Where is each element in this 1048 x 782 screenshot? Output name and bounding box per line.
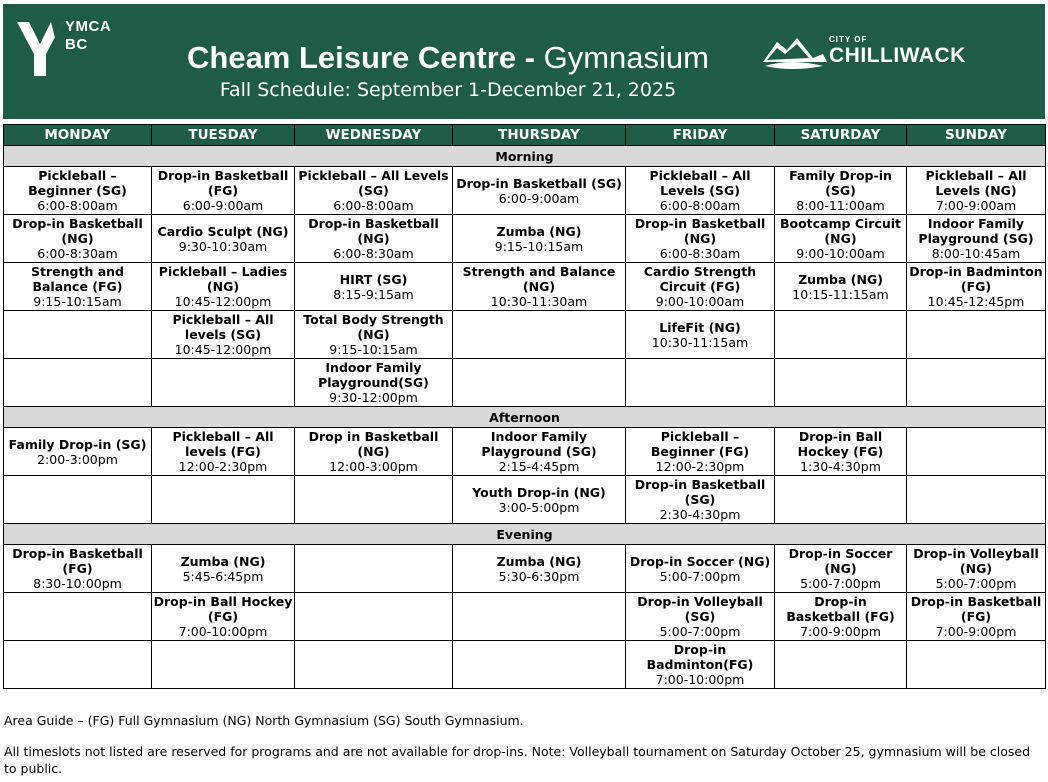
- program-name: Strength and Balance (NG): [462, 264, 616, 294]
- program-name: Pickleball – All levels (SG): [172, 312, 274, 342]
- program-time: 7:00-9:00pm: [800, 624, 881, 639]
- empty-cell: [152, 641, 295, 689]
- day-header: THURSDAY: [453, 125, 626, 146]
- city-name: CHILLIWACK: [829, 44, 966, 67]
- empty-cell: [4, 311, 152, 359]
- program-name: Drop-in Volleyball (SG): [637, 594, 763, 624]
- program-name: Pickleball – Beginner (FG): [650, 429, 750, 459]
- schedule-cell: [295, 311, 453, 359]
- program-name: Pickleball – Ladies (NG): [158, 264, 288, 294]
- program-name: Drop-in Basketball (SG): [456, 175, 622, 191]
- section-label: Afternoon: [4, 407, 1046, 428]
- program-name: Drop-in Soccer (NG): [629, 553, 771, 569]
- program-name: Drop-in Volleyball (NG): [913, 546, 1039, 576]
- program-name: Drop-in Ball Hockey (FG): [797, 429, 884, 459]
- schedule-cell: [453, 263, 626, 311]
- program-time: 7:00-9:00pm: [935, 624, 1017, 639]
- org-line1: YMCA: [65, 18, 112, 35]
- program-time: 6:00-8:00am: [37, 198, 118, 213]
- empty-cell: [4, 359, 152, 407]
- empty-cell: [453, 359, 626, 407]
- program-name: Family Drop-in (SG): [8, 436, 147, 452]
- program-name: Drop-in Basketball (FG): [786, 594, 895, 624]
- program-time: 12:00-3:00pm: [329, 459, 418, 474]
- program-time: 10:45-12:00pm: [174, 342, 272, 357]
- schedule-cell: [152, 428, 295, 476]
- schedule-row: [4, 359, 1046, 407]
- empty-cell: [907, 428, 1046, 476]
- title-bold: Cheam Leisure Centre -: [187, 40, 535, 75]
- empty-cell: [4, 641, 152, 689]
- day-header: MONDAY: [4, 125, 152, 146]
- notes: [4, 712, 1044, 777]
- schedule-cell: [775, 593, 907, 641]
- program-name: Drop-in Badminton (FG): [909, 264, 1043, 294]
- schedule-cell: [626, 641, 775, 689]
- empty-cell: [907, 311, 1046, 359]
- schedule-cell: [4, 545, 152, 593]
- schedule-cell: [152, 215, 295, 263]
- program-name: Drop-in Basketball (FG): [910, 594, 1042, 624]
- program-name: Strength and Balance (FG): [31, 264, 124, 294]
- org-line2: BC: [65, 36, 88, 53]
- program-name: Drop in Basketball (NG): [308, 429, 439, 459]
- title-rest: Gymnasium: [543, 40, 709, 75]
- program-time: 10:45-12:00pm: [174, 294, 272, 309]
- program-time: 2:15-4:45pm: [498, 459, 580, 474]
- program-name: HIRT (SG): [339, 271, 408, 287]
- program-time: 10:30-11:15am: [651, 334, 749, 350]
- program-name: Pickleball – All Levels (SG): [649, 168, 751, 198]
- schedule-cell: [295, 215, 453, 263]
- schedule-cell: [626, 167, 775, 215]
- schedule-cell: [626, 311, 775, 359]
- schedule-cell: [152, 167, 295, 215]
- program-name: Indoor Family Playground (SG): [481, 429, 597, 459]
- day-header: WEDNESDAY: [295, 125, 453, 146]
- program-time: 3:00-5:00pm: [498, 499, 580, 515]
- program-time: 6:00-9:00am: [498, 190, 580, 206]
- schedule-cell: [453, 428, 626, 476]
- program-time: 5:00-7:00pm: [935, 576, 1017, 591]
- program-name: Pickleball – All levels (FG): [172, 429, 274, 459]
- schedule-body: [4, 146, 1046, 689]
- program-name: Cardio Strength Circuit (FG): [643, 264, 757, 294]
- schedule-cell: [295, 263, 453, 311]
- schedule-cell: [775, 167, 907, 215]
- section-row: [4, 524, 1046, 545]
- schedule-cell: [152, 311, 295, 359]
- empty-cell: [295, 641, 453, 689]
- empty-cell: [775, 476, 907, 524]
- schedule-cell: [295, 428, 453, 476]
- schedule-row: [4, 545, 1046, 593]
- schedule-cell: [152, 545, 295, 593]
- schedule-cell: [907, 593, 1046, 641]
- program-name: Zumba (NG): [496, 223, 582, 239]
- schedule-cell: [453, 215, 626, 263]
- program-time: 9:15-10:15am: [33, 294, 122, 309]
- schedule-row: [4, 476, 1046, 524]
- program-time: 5:45-6:45pm: [182, 568, 264, 584]
- program-time: 8:00-11:00am: [796, 198, 885, 213]
- program-name: Zumba (NG): [180, 553, 266, 569]
- program-time: 7:00-10:00pm: [178, 624, 268, 639]
- program-name: Total Body Strength (NG): [303, 312, 444, 342]
- program-time: 1:30-4:30pm: [800, 459, 881, 474]
- empty-cell: [907, 641, 1046, 689]
- schedule-table: [3, 124, 1046, 689]
- program-name: Drop-in Basketball (FG): [157, 168, 289, 198]
- program-time: 7:00-10:00pm: [655, 672, 745, 687]
- empty-cell: [453, 593, 626, 641]
- empty-cell: [907, 359, 1046, 407]
- empty-cell: [4, 593, 152, 641]
- program-name: LifeFit (NG): [659, 319, 741, 335]
- schedule-cell: [152, 593, 295, 641]
- schedule-row: [4, 215, 1046, 263]
- program-name: Drop-in Badminton(FG): [646, 642, 754, 672]
- schedule-cell: [775, 545, 907, 593]
- program-time: 9:30-10:30am: [178, 238, 268, 254]
- program-name: Drop-in Basketball (FG): [12, 546, 143, 576]
- section-label: Morning: [4, 146, 1046, 167]
- day-header: SUNDAY: [907, 125, 1046, 146]
- area-guide-note: Area Guide – (FG) Full Gymnasium (NG) North Gymnasium (SG) South Gymnasium.: [4, 713, 524, 728]
- schedule-cell: [4, 167, 152, 215]
- program-time: 9:30-12:00pm: [329, 390, 418, 405]
- empty-cell: [453, 641, 626, 689]
- page-title: [163, 40, 733, 76]
- program-time: 9:15-10:15am: [494, 238, 584, 254]
- schedule-cell: [295, 359, 453, 407]
- schedule-cell: [907, 167, 1046, 215]
- schedule-row: [4, 641, 1046, 689]
- program-time: 6:00-8:30am: [659, 246, 741, 261]
- program-time: 12:00-2:30pm: [178, 459, 268, 474]
- day-header-row: [4, 125, 1046, 146]
- program-time: 10:45-12:45pm: [927, 294, 1025, 309]
- program-time: 9:00-10:00am: [655, 294, 745, 309]
- schedule-cell: [453, 476, 626, 524]
- empty-cell: [295, 545, 453, 593]
- program-time: 2:00-3:00pm: [37, 451, 118, 467]
- program-time: 9:00-10:00am: [796, 246, 885, 261]
- program-time: 8:30-10:00pm: [33, 576, 122, 591]
- schedule-cell: [775, 263, 907, 311]
- program-time: 8:00-10:45am: [931, 246, 1021, 261]
- schedule-cell: [4, 428, 152, 476]
- program-time: 12:00-2:30pm: [655, 459, 745, 474]
- program-time: 5:30-6:30pm: [498, 568, 580, 584]
- schedule-cell: [775, 215, 907, 263]
- program-name: Drop-in Basketball (NG): [12, 216, 143, 246]
- program-time: 8:15-9:15am: [333, 286, 414, 302]
- schedule-cell: [907, 215, 1046, 263]
- ymca-wordmark: [65, 18, 111, 54]
- day-header: FRIDAY: [626, 125, 775, 146]
- header-banner: [3, 4, 1045, 119]
- empty-cell: [295, 476, 453, 524]
- schedule-row: [4, 263, 1046, 311]
- schedule-cell: [453, 167, 626, 215]
- program-time: 10:15-11:15am: [792, 286, 889, 302]
- page-subtitle: Fall Schedule: September 1-December 21, 2025: [219, 79, 677, 101]
- program-time: 6:00-8:00am: [333, 198, 414, 213]
- section-row: [4, 146, 1046, 167]
- city-small-label: CITY OF: [829, 35, 868, 44]
- program-name: Drop-in Basketball (SG): [634, 477, 766, 507]
- schedule-cell: [907, 263, 1046, 311]
- schedule-cell: [626, 545, 775, 593]
- empty-cell: [152, 476, 295, 524]
- schedule-row: [4, 428, 1046, 476]
- program-name: Zumba (NG): [496, 553, 582, 569]
- schedule-cell: [626, 263, 775, 311]
- section-label: Evening: [4, 524, 1046, 545]
- schedule-cell: [453, 545, 626, 593]
- section-row: [4, 407, 1046, 428]
- program-name: Drop-in Basketball (NG): [634, 216, 766, 246]
- program-time: 6:00-9:00am: [182, 198, 264, 213]
- program-time: 5:00-7:00pm: [659, 624, 741, 639]
- program-time: 10:30-11:30am: [490, 294, 588, 309]
- program-name: Drop-in Ball Hockey (FG): [153, 594, 293, 624]
- day-header: SATURDAY: [775, 125, 907, 146]
- empty-cell: [626, 359, 775, 407]
- empty-cell: [907, 476, 1046, 524]
- program-time: 6:00-8:30am: [333, 246, 414, 261]
- program-name: Family Drop-in (SG): [789, 168, 892, 198]
- program-name: Pickleball – All Levels (NG): [925, 168, 1027, 198]
- empty-cell: [775, 311, 907, 359]
- disclaimer-note: All timeslots not listed are reserved for programs and are not available for drop-ins. Note: Volleyball tournament on Saturday October 25, gymnasium will be closed to public.: [4, 744, 1031, 776]
- program-name: Pickleball – All Levels (SG): [298, 168, 449, 198]
- schedule-cell: [626, 476, 775, 524]
- day-header: TUESDAY: [152, 125, 295, 146]
- program-time: 9:15-10:15am: [329, 342, 418, 357]
- program-name: Bootcamp Circuit (NG): [779, 216, 902, 246]
- schedule-cell: [626, 593, 775, 641]
- empty-cell: [152, 359, 295, 407]
- empty-cell: [775, 359, 907, 407]
- program-time: 2:30-4:30pm: [659, 507, 741, 522]
- schedule-row: [4, 311, 1046, 359]
- schedule-cell: [295, 167, 453, 215]
- program-time: 5:00-7:00pm: [800, 576, 881, 591]
- schedule-cell: [907, 545, 1046, 593]
- program-name: Indoor Family Playground(SG): [318, 360, 429, 390]
- schedule-cell: [626, 215, 775, 263]
- program-name: Pickleball – Beginner (SG): [28, 168, 127, 198]
- program-name: Indoor Family Playground (SG): [918, 216, 1034, 246]
- program-time: 7:00-9:00am: [935, 198, 1017, 213]
- program-name: Drop-in Soccer (NG): [788, 546, 893, 576]
- program-name: Youth Drop-in (NG): [472, 484, 606, 500]
- program-time: 5:00-7:00pm: [659, 568, 741, 584]
- program-name: Cardio Sculpt (NG): [157, 223, 289, 239]
- program-time: 6:00-8:00am: [659, 198, 741, 213]
- program-name: Drop-in Basketball (NG): [308, 216, 439, 246]
- schedule-cell: [4, 263, 152, 311]
- empty-cell: [453, 311, 626, 359]
- schedule-cell: [775, 428, 907, 476]
- schedule-row: [4, 593, 1046, 641]
- empty-cell: [775, 641, 907, 689]
- schedule-row: [4, 167, 1046, 215]
- schedule-cell: [626, 428, 775, 476]
- schedule-cell: [152, 263, 295, 311]
- schedule-cell: [4, 215, 152, 263]
- program-time: 6:00-8:30am: [37, 246, 118, 261]
- empty-cell: [4, 476, 152, 524]
- program-name: Zumba (NG): [798, 271, 883, 287]
- empty-cell: [295, 593, 453, 641]
